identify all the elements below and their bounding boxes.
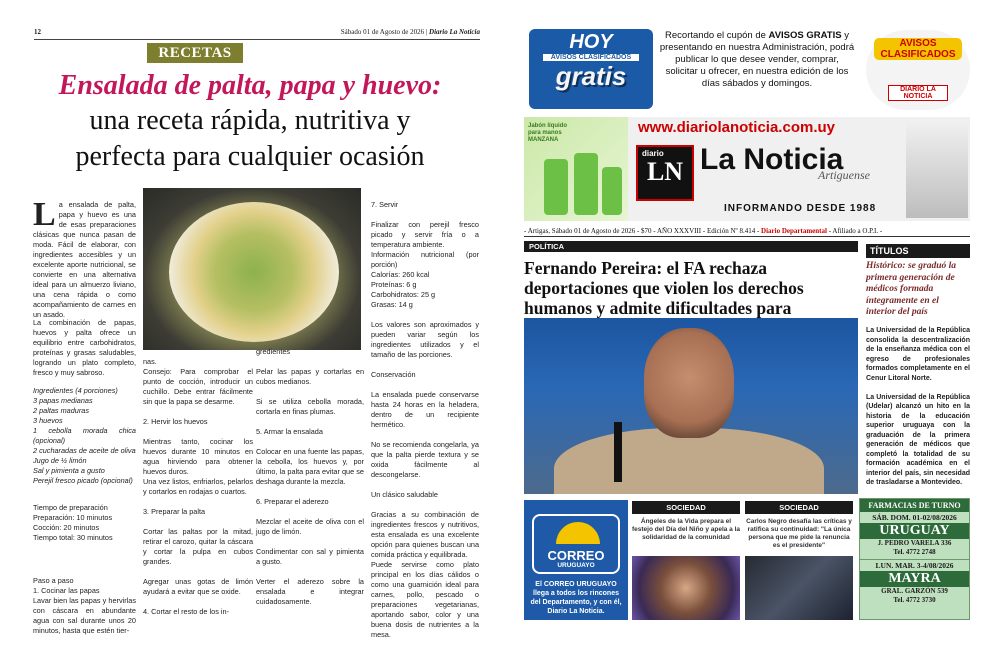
prep-times: Tiempo de preparación Preparación: 10 minutos Cocción: 20 minutos Tiempo total: 30 minutos (33, 503, 113, 542)
section-sociedad-2: SOCIEDAD (745, 501, 853, 514)
farm1-name: URUGUAY (860, 523, 969, 539)
sociedad-story-2[interactable]: Carlos Negro desafía las críticas y ratifica su continuidad: "La única persona que me pide la renuncia es el presidente" (746, 518, 852, 549)
edition-strip: - Artigas, Sábado 01 de Agosto de 2026 - $70 - AÑO XXXVIII - Edición Nº 8.414 - Diario Departamental - Afiliado a O.P.I. - (524, 225, 970, 237)
correo-ad: CORREO URUGUAYO El CORREO URUGUAYO llega a todos los rincones del Departamento, y con él, Diario La Noticia. (524, 500, 628, 620)
titulos-header: TÍTULOS (866, 244, 970, 258)
ln-logo: diario LN (636, 145, 694, 201)
drop-cap: L (33, 196, 56, 233)
ingredients-list: Ingredientes (4 porciones) 3 papas medianas 2 paltas maduras 3 huevos 1 cebolla morada chica (opcional) 2 cucharadas de aceite de oliva Jugo de ½ limón Sal y pimienta a gusto Perejil fresco picado (opcional) (33, 386, 136, 485)
article-column-2: nas. Consejo: Para comprobar el punto de cocción, introducir un cuchillo. Debe entrar fácilmente sin que la papa se desarme. 2. Hervir los huevos Mientras tanto, cocinar los huevos durante 10 minutos en agua hirviendo para obtener huevos duros. Una vez listos, enfriarlos, pelarlos y cortarlos en rodajas o cuartos. 3. Preparar la palta Cortar las paltas por la mitad, retirar el carozo, quitar la cáscara y cortar la pulpa en cubos grandes. Agregar unas gotas de limón ayudará a evitar que se oxide. 4. Cortar el resto de los in- (143, 357, 253, 616)
ad-text: Recortando el cupón de AVISOS GRATIS y presentando en nuestra Administración, podrá publicar lo que desee vender, comprar, solicitar u ofrecer, en nuestra edición de los días sábados y domingos. (659, 30, 855, 89)
masthead-title: La Noticia Artiguense (700, 143, 870, 182)
steps-start: Paso a paso 1. Cocinar las papas Lavar bien las papas y hervirlas con cáscara en abundante agua con sal durante unos 20 minutos, hasta que estén tier- (33, 576, 136, 635)
farmacias-box (859, 498, 970, 620)
since-tagline: INFORMANDO DESDE 1988 (724, 203, 877, 214)
farm2-addr: GRAL. GARZÓN 539 (881, 587, 948, 595)
farm1-addr: J. PEDRO VARELA 336 (877, 539, 952, 547)
sociedad-photo-1 (632, 556, 740, 620)
farm1-dates: SÁB. DOM. 01-02/08/2026 (872, 513, 957, 522)
monument-image (906, 122, 968, 218)
article-column-4: 7. Servir Finalizar con perejil fresco picado y servir fría o a temperatura ambiente. Información nutricional (por porción) Calorías: 260 kcal Proteínas: 6 g Carbohidratos: 25 g Grasas: 14 g Los valores son aproximados y pueden variar según los ingredientes utilizados y el tamaño de las porciones. Conservación La ensalada puede conservarse hasta 24 horas en la heladera, dentro de un recipiente hermético. No se recomienda congelarla, ya que la palta pierde textura y se oxida fácilmente al descongelarse. Un clásico saludable Gracias a su combinación de ingredientes frescos y nutritivos, esta ensalada es una excelente opción para quienes buscan una comida práctica y equilibrada. Puede servirse como plato principal en los días cálidos o como una guarnición ideal para carnes, pollo, pescado o preparaciones vegetarianas, aportando sabor, color y una buena dosis de nutrientes a la mesa. (371, 200, 479, 639)
page-date-line: Sábado 01 de Agosto de 2026 | Diario La Noticia (340, 28, 480, 36)
farm2-dates: LUN. MAR. 3-4/08/2026 (860, 559, 969, 571)
farmacias-header: FARMACIAS DE TURNO (860, 499, 969, 512)
pereira-photo (524, 318, 858, 494)
correo-logo: CORREO URUGUAYO (532, 514, 620, 574)
page-number: 12 (34, 28, 41, 36)
article-para-2: La combinación de papas, huevos y palta ofrece un equilibrio entre carbohidratos, proteínas y grasas saludables, logrando un plato completo, fresco y muy sabroso. (33, 318, 136, 377)
ad-gratis-banner: HOY AVISOS CLASIFICADOS gratis (529, 29, 653, 109)
section-politica: POLÍTICA (524, 241, 858, 252)
section-sociedad-1: SOCIEDAD (632, 501, 740, 514)
titulos-lead[interactable]: Histórico: se graduó la primera generación de médicos formada íntegramente en el interior del país (866, 261, 956, 317)
titulos-body: La Universidad de la República consolida la descentralización de la enseñanza médica con el egreso de profesionales formados completamente en el Cenur Litoral Norte. La Universidad de la República (Udelar) alcanzó un hito en la historia de la educación superior uruguaya con la graduación de la primera generación de médicos que completó la totalidad de su formación académica en el interior del país, sin necesidad de trasladarse a Montevideo. (866, 327, 970, 486)
sociedad-story-1[interactable]: Ángeles de la Vida prepara el festejo del Día del Niño y apela a la solidaridad de la comunidad (632, 518, 741, 541)
article-column-3: gredientes Pelar las papas y cortarlas en cubos medianos. Si se utiliza cebolla morada, cortarla en finas plumas. 5. Armar la ensalada Colocar en una fuente las papas, la cebolla, los huevos y, por último, la palta para evitar que se deshaga durante la mezcla. 6. Preparar el aderezo Mezclar el aceite de oliva con el jugo de limón. Condimentar con sal y pimienta a gusto. Verter el aderezo sobre la ensalada e integrar cuidadosamente. (256, 347, 364, 606)
website-url[interactable]: www.diariolanoticia.com.uy (638, 119, 835, 136)
headline-colored: Ensalada de palta, papa y huevo: (58, 70, 442, 101)
section-label-recetas: RECETAS (147, 43, 243, 63)
farm2-tel: Tel. 4772 3730 (893, 596, 936, 604)
avisos-badge: AVISOS CLASIFICADOS DIARIO LA NOTICIA (866, 30, 970, 110)
page-header (34, 28, 480, 40)
main-headline[interactable]: Fernando Pereira: el FA rechaza deportaciones que violen los derechos humanos y admite dificultades para (524, 258, 804, 318)
farm1-tel: Tel. 4772 2748 (893, 548, 936, 556)
sociedad-photo-2 (745, 556, 853, 620)
farm2-name: MAYRA (860, 571, 969, 587)
soap-ad: Jabón líquido para manos MANZANA (524, 117, 628, 221)
headline-main: una receta rápida, nutritiva y perfecta para cualquier ocasión (75, 105, 425, 172)
salad-photo (143, 188, 361, 350)
article-intro: La ensalada de palta, papa y huevo es una de esas preparaciones clásicas que nunca pasan de moda. Fácil de elaborar, con ingredientes accesibles y un excelente aporte nutricional, se convierte en una alternativa ideal para un almuerzo liviano, una cena rápida o como acompañamiento de carnes en un asado. (33, 196, 136, 319)
